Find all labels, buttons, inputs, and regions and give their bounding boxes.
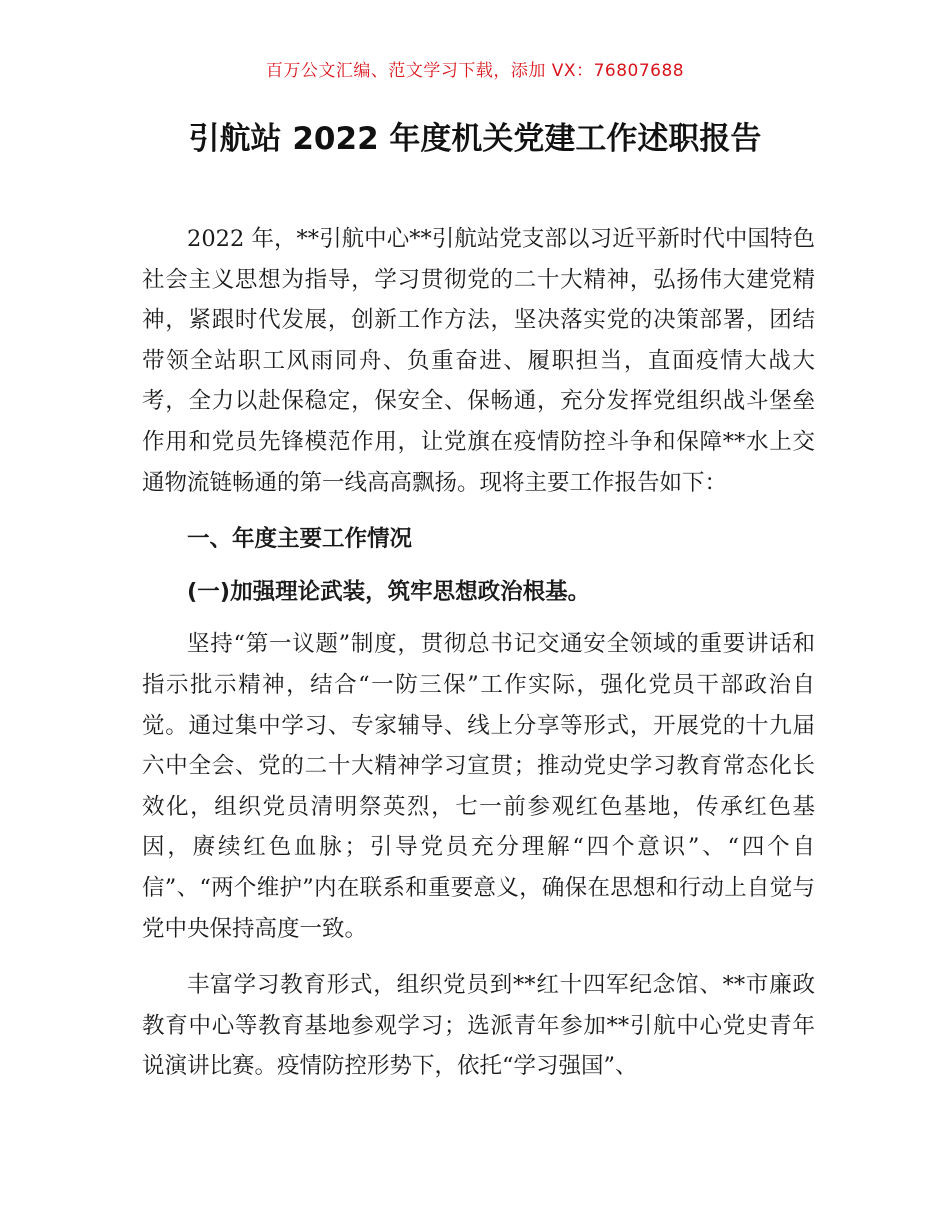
body-paragraph-2: 丰富学习教育形式，组织党员到**红十四军纪念馆、**市廉政教育中心等教育基地参观学习；选派青年参加**引航中心党史青年说演讲比赛。疫情防控形势下，依托“学习强国”、	[142, 972, 815, 1080]
section-heading-1: 一、年度主要工作情况	[187, 526, 413, 553]
document-body	[142, 219, 815, 1103]
document-title: 引航站 2022 年度机关党建工作述职报告	[188, 121, 762, 157]
body-paragraph-1: 坚持“第一议题”制度，贯彻总书记交通安全领域的重要讲话和指示批示精神，结合“一防三保”工作实际，强化党员干部政治自觉。通过集中学习、专家辅导、线上分享等形式，开展党的十九届六中全会、党的二十大精神学习宣贯；推动党史学习教育常态化长效化，组织党员清明祭英烈，七一前参观红色基地，传承红色基因，赓续红色血脉；引导党员充分理解“四个意识”、“四个自信”、“两个维护”内在联系和重要意义，确保在思想和行动上自觉与党中央保持高度一致。	[142, 631, 815, 942]
watermark-text: 百万公文汇编、范文学习下载，添加 VX：76807688	[265, 61, 685, 81]
intro-paragraph: 2022 年，**引航中心**引航站党支部以习近平新时代中国特色社会主义思想为指导，学习贯彻党的二十大精神，弘扬伟大建党精神，紧跟时代发展，创新工作方法，坚决落实党的决策部署，团结带领全站职工风雨同舟、负重奋进、履职担当，直面疫情大战大考，全力以赴保稳定，保安全、保畅通，充分发挥党组织战斗堡垒作用和党员先锋模范作用，让党旗在疫情防控斗争和保障**水上交通物流链畅通的第一线高高飘扬。现将主要工作报告如下：	[142, 226, 815, 496]
subsection-heading-1: (一)加强理论武装，筑牢思想政治根基。	[187, 578, 591, 605]
